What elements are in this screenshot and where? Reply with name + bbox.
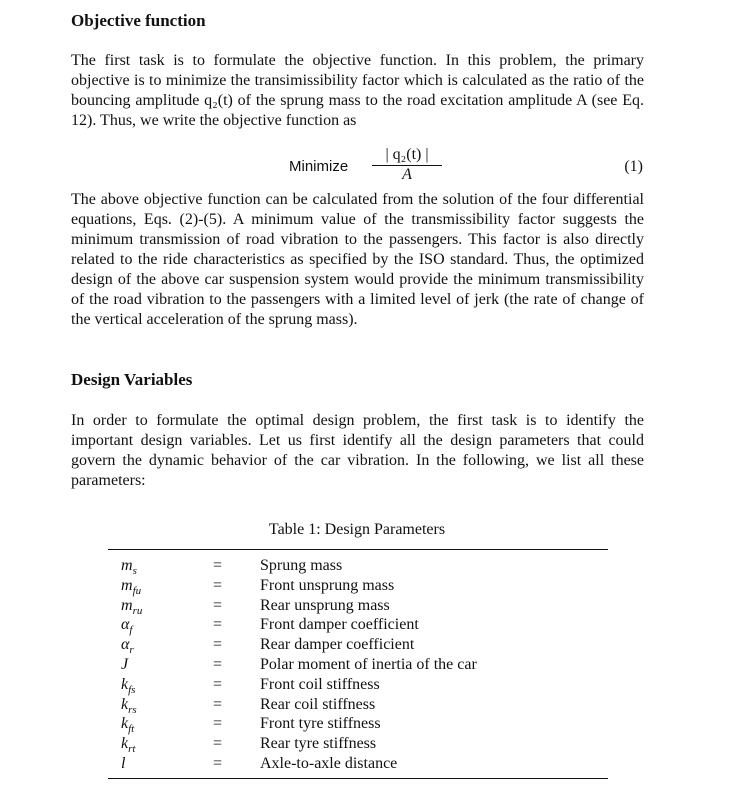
parameter-description: Sprung mass: [260, 557, 343, 574]
symbol-subscript: fu: [132, 584, 142, 597]
symbol-base: k: [121, 675, 129, 693]
equals-sign: =: [213, 675, 223, 693]
equals-sign: =: [213, 596, 223, 614]
table-row: [108, 675, 608, 695]
equals-sign: =: [213, 636, 223, 654]
parameter-symbol: [108, 635, 213, 655]
parameter-description: Rear coil stiffness: [260, 695, 376, 713]
parameter-symbol: [108, 675, 213, 695]
parameter-symbol: [108, 576, 213, 596]
parameter-description: Rear tyre stiffness: [260, 735, 377, 753]
symbol-base: m: [121, 576, 133, 594]
parameter-description: Front tyre stiffness: [260, 715, 381, 733]
equals-sign: =: [213, 695, 223, 713]
symbol-base: l: [121, 754, 126, 772]
symbol-base: k: [121, 735, 129, 753]
equals-sign: =: [213, 655, 223, 673]
parameter-description: Front coil stiffness: [260, 675, 380, 693]
equals-sign: =: [213, 715, 223, 733]
parameter-description: Front damper coefficient: [260, 616, 419, 634]
parameter-symbol: [108, 556, 213, 576]
equals-sign: =: [213, 735, 223, 753]
parameter-description: Polar moment of inertia of the car: [260, 655, 477, 673]
symbol-base: J: [121, 655, 129, 673]
parameter-symbol: [108, 754, 213, 774]
table-caption: Table 1: Design Parameters: [268, 521, 446, 538]
parameter-symbol: [108, 714, 213, 734]
table-row: [108, 635, 608, 655]
paragraph-objective-intro: The first task is to formulate the objective function. In this problem, the primary objective is to minimize the transimissibility factor which is calculated as the ratio of the bouncing amplitude q₂(t) of the sprung mass to the road excitation amplitude A (see Eq. 12). Thus, we write the objective function as: [71, 52, 644, 129]
symbol-subscript: ru: [132, 604, 143, 617]
table-row: [108, 556, 608, 576]
parameter-symbol: [108, 695, 213, 715]
table-row: [108, 754, 608, 774]
equation-numerator: | q₂(t) |: [372, 146, 442, 166]
symbol-base: α: [121, 616, 130, 634]
symbol-base: α: [121, 636, 130, 654]
equation-fraction: [372, 146, 442, 184]
symbol-subscript: rs: [128, 703, 137, 716]
symbol-base: m: [121, 596, 133, 614]
heading-objective-function: Objective function: [71, 11, 206, 30]
design-parameters-table: [108, 549, 608, 779]
equals-sign: =: [213, 754, 223, 772]
symbol-base: k: [121, 715, 129, 733]
equals-sign: =: [213, 576, 223, 594]
table-row: [108, 655, 608, 675]
equation-1: [0, 146, 738, 190]
equation-number: (1): [624, 158, 643, 175]
symbol-subscript: r: [129, 644, 134, 657]
table-row: [108, 615, 608, 635]
parameter-symbol: [108, 596, 213, 616]
symbol-subscript: ft: [128, 723, 135, 736]
symbol-base: k: [121, 695, 129, 713]
parameter-symbol: [108, 655, 213, 675]
parameter-symbol: [108, 734, 213, 754]
paragraph-objective-explanation: The above objective function can be calculated from the solution of the four differential equations, Eqs. (2)-(5). A minimum value of the transmissibility factor suggests the minimum transmission of road vibration to the passengers. This factor is also directly related to the ride characteristics as specified by the ISO standard. Thus, the optimized design of the above car suspension system would provide the minimum transmissibility of the road vibration to the passengers with a limited level of jerk (the rate of change of the vertical acceleration of the sprung mass).: [71, 191, 644, 328]
heading-design-variables: Design Variables: [71, 370, 193, 389]
table-row: [108, 596, 608, 616]
equation-label: Minimize: [289, 158, 349, 175]
symbol-subscript: fs: [128, 683, 136, 696]
parameter-description: Front unsprung mass: [260, 576, 395, 594]
symbol-subscript: rt: [128, 743, 136, 756]
table-row: [108, 576, 608, 596]
equals-sign: =: [213, 557, 223, 574]
table-row: [108, 714, 608, 734]
table-row: [108, 695, 608, 715]
parameter-description: Axle-to-axle distance: [260, 754, 398, 772]
parameter-description: Rear damper coefficient: [260, 636, 415, 654]
table-row: [108, 734, 608, 754]
equals-sign: =: [213, 616, 223, 634]
parameter-symbol: [108, 615, 213, 635]
symbol-subscript: f: [129, 624, 133, 637]
symbol-subscript: s: [132, 565, 137, 578]
symbol-base: m: [121, 557, 133, 574]
paragraph-design-variables: In order to formulate the optimal design problem, the first task is to identify the important design variables. Let us first identify all the design parameters that could govern the dynamic behavior of the car vibration. In the following, we list all these parameters:: [71, 412, 644, 489]
parameter-description: Rear unsprung mass: [260, 596, 390, 614]
equation-denominator: A: [402, 166, 412, 183]
